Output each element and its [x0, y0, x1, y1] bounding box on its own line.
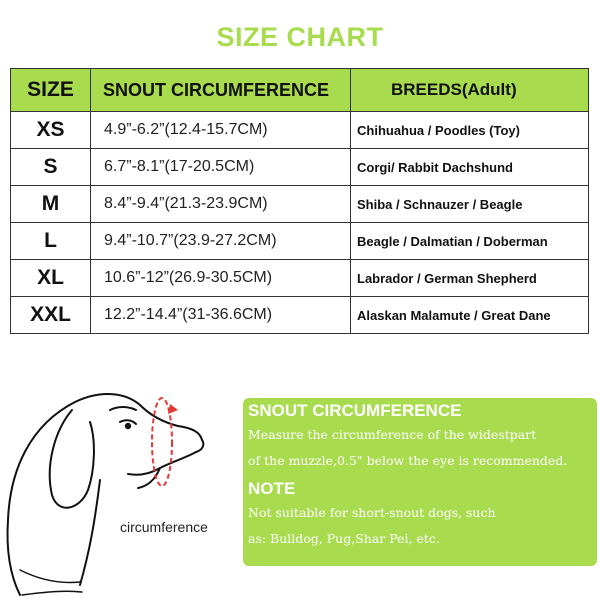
snout-instruction-line-1: Measure the circumference of the widestpart: [248, 427, 537, 442]
header-size: SIZE: [11, 69, 91, 112]
snout-instruction-line-2: of the muzzle,0.5" below the eye is recommended.: [248, 453, 568, 468]
size-cell: XXL: [11, 297, 91, 334]
header-snout-circumference: SNOUT CIRCUMFERENCE: [91, 69, 351, 112]
breeds-cell: Beagle / Dalmatian / Doberman: [351, 223, 589, 260]
table-row: [11, 223, 589, 260]
page-title: SIZE CHART: [216, 22, 384, 52]
circumference-label: circumference: [120, 519, 208, 535]
breeds-cell: Alaskan Malamute / Great Dane: [351, 297, 589, 334]
size-cell: XL: [11, 260, 91, 297]
snout-cell: 12.2”-14.4”(31-36.6CM): [91, 297, 351, 334]
header-breeds: BREEDS(Adult): [351, 69, 589, 112]
table-row: [11, 112, 589, 149]
snout-cell: 10.6”-12”(26.9-30.5CM): [91, 260, 351, 297]
breeds-cell: Chihuahua / Poodles (Toy): [351, 112, 589, 149]
snout-cell: 6.7”-8.1”(17-20.5CM): [91, 149, 351, 186]
breeds-cell: Shiba / Schnauzer / Beagle: [351, 186, 589, 223]
size-cell: M: [11, 186, 91, 223]
breeds-cell: Labrador / German Shepherd: [351, 260, 589, 297]
note-line-2: as: Bulldog, Pug,Shar Pei, etc.: [248, 531, 440, 546]
table-row: [11, 149, 589, 186]
table-row: [11, 297, 589, 334]
table-header-row: [11, 69, 589, 112]
note-heading: NOTE: [248, 479, 296, 498]
size-cell: XS: [11, 112, 91, 149]
size-cell: S: [11, 149, 91, 186]
snout-cell: 4.9”-6.2”(12.4-15.7CM): [91, 112, 351, 149]
breeds-cell: Corgi/ Rabbit Dachshund: [351, 149, 589, 186]
note-line-1: Not suitable for short-snout dogs, such: [248, 505, 496, 520]
size-cell: L: [11, 223, 91, 260]
info-panel: [243, 398, 597, 566]
dog-head-muzzle-icon: [0, 370, 240, 600]
snout-cell: 8.4”-9.4”(21.3-23.9CM): [91, 186, 351, 223]
table-row: [11, 186, 589, 223]
snout-circumference-heading: SNOUT CIRCUMFERENCE: [248, 401, 462, 420]
table-row: [11, 260, 589, 297]
size-chart-table: [10, 68, 589, 334]
snout-cell: 9.4”-10.7”(23.9-27.2CM): [91, 223, 351, 260]
